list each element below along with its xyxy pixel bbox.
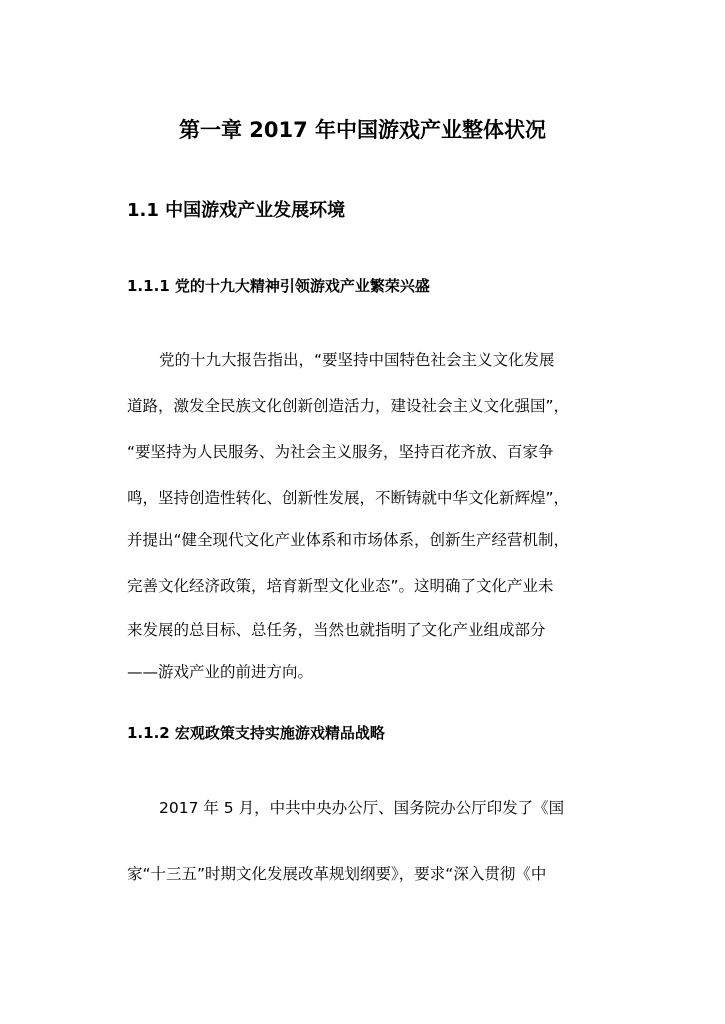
paragraph-1-line-3: “要坚持为人民服务、为社会主义服务，坚持百花齐放、百家争 [127, 443, 554, 461]
section-heading-1-1: 1.1 中国游戏产业发展环境 [127, 200, 346, 221]
paragraph-1-line-5: 并提出“健全现代文化产业体系和市场体系，创新生产经营机制， [127, 531, 570, 549]
paragraph-1-line-1: 党的十九大报告指出，“要坚持中国特色社会主义文化发展 [159, 351, 555, 369]
section-heading-1-1-2: 1.1.2 宏观政策支持实施游戏精品战略 [127, 724, 385, 742]
paragraph-1-line-7: 来发展的总目标、总任务，当然也就指明了文化产业组成部分 [127, 621, 546, 639]
paragraph-1-line-4: 鸣，坚持创造性转化、创新性发展，不断铸就中华文化新辉煌”， [127, 489, 570, 507]
section-heading-1-1-1: 1.1.1 党的十九大精神引领游戏产业繁荣兴盛 [127, 277, 430, 295]
paragraph-2-line-2: 家“十三五”时期文化发展改革规划纲要》，要求“深入贯彻《中 [127, 865, 547, 883]
chapter-title: 第一章 2017 年中国游戏产业整体状况 [178, 118, 547, 142]
paragraph-1-line-2: 道路，激发全民族文化创新创造活力，建设社会主义文化强国”， [127, 397, 570, 415]
paragraph-2-line-1: 2017 年 5 月，中共中央办公厅、国务院办公厅印发了《国 [159, 799, 565, 817]
paragraph-1-line-6: 完善文化经济政策，培育新型文化业态”。这明确了文化产业未 [127, 577, 554, 595]
paragraph-1-line-8: ——游戏产业的前进方向。 [127, 663, 314, 681]
